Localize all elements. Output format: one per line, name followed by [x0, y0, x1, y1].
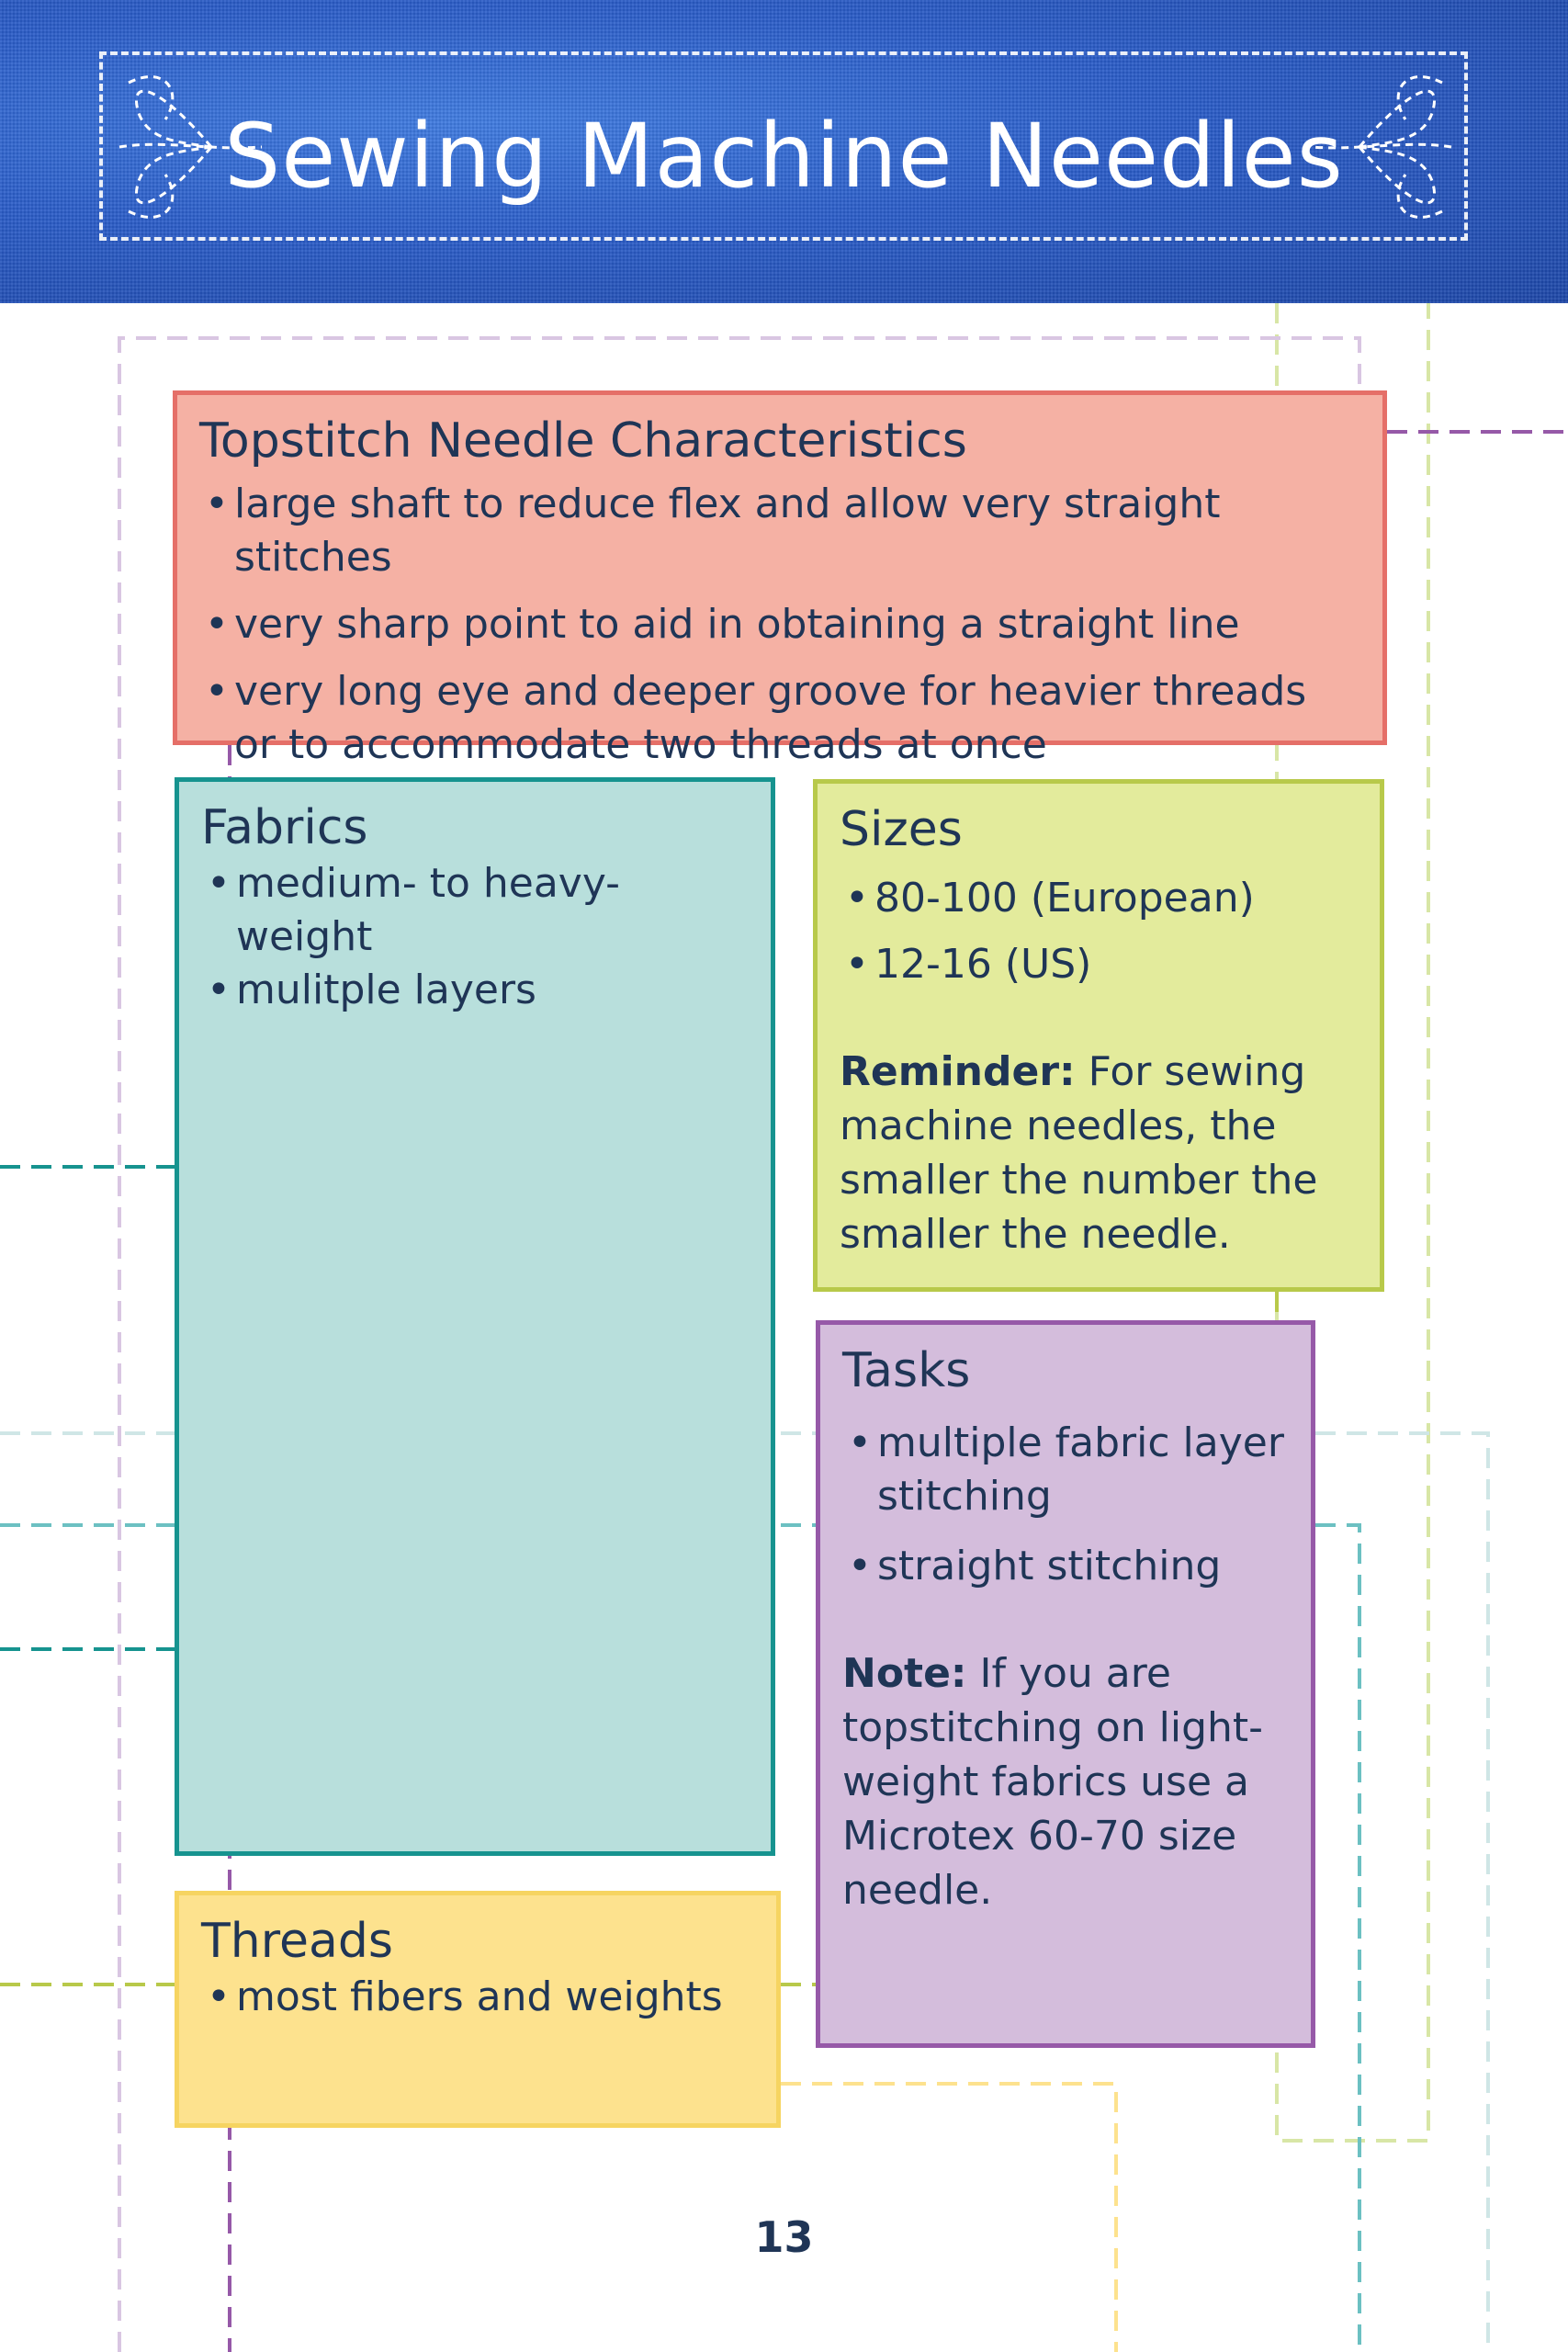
tasks-box	[816, 1320, 1315, 2048]
list-item: • 12-16 (US)	[840, 938, 1358, 991]
list-item: • most fibers and weights	[201, 1971, 754, 2024]
fabrics-box	[175, 777, 775, 1856]
box-heading: Topstitch Needle Characteristics	[199, 413, 967, 469]
reminder-text: For sewing machine needles, the smaller the number the smaller the needle.	[840, 1048, 1318, 1258]
threads-box	[175, 1891, 781, 2128]
tasks-list	[842, 1417, 1289, 1593]
box-heading: Sizes	[840, 802, 963, 857]
sizes-box	[813, 779, 1384, 1292]
page-title: Sewing Machine Needles	[224, 105, 1344, 208]
page-number: 13	[754, 2212, 814, 2262]
fabrics-list	[201, 857, 749, 1017]
characteristics-list	[199, 478, 1360, 772]
reminder-note	[840, 1045, 1358, 1261]
list-item: • straight stitching	[842, 1540, 1289, 1593]
box-heading: Tasks	[842, 1343, 971, 1398]
tasks-note	[842, 1646, 1289, 1917]
box-heading: Threads	[201, 1914, 393, 1969]
list-item: • large shaft to reduce flex and allow very straight stitches	[199, 478, 1360, 584]
sizes-list	[840, 872, 1358, 991]
list-item: • mulitple layers	[201, 964, 749, 1017]
note-label: Note:	[842, 1650, 967, 1697]
reminder-label: Reminder:	[840, 1048, 1076, 1095]
list-item: • multiple fabric layer stitching	[842, 1417, 1289, 1523]
box-heading: Fabrics	[201, 800, 368, 855]
list-item: • very sharp point to aid in obtaining a straight line	[199, 598, 1360, 651]
note-text: If you are topstitching on light-weight fabrics use a Microtex 60-70 size needle.	[842, 1650, 1264, 1914]
topstitch-characteristics-box	[173, 390, 1387, 768]
list-item: • very long eye and deeper groove for heavier threads or to accommodate two threads at once	[199, 665, 1360, 772]
threads-list	[201, 1971, 754, 2024]
list-item: • medium- to heavy-weight	[201, 857, 749, 964]
list-item: • 80-100 (European)	[840, 872, 1358, 925]
